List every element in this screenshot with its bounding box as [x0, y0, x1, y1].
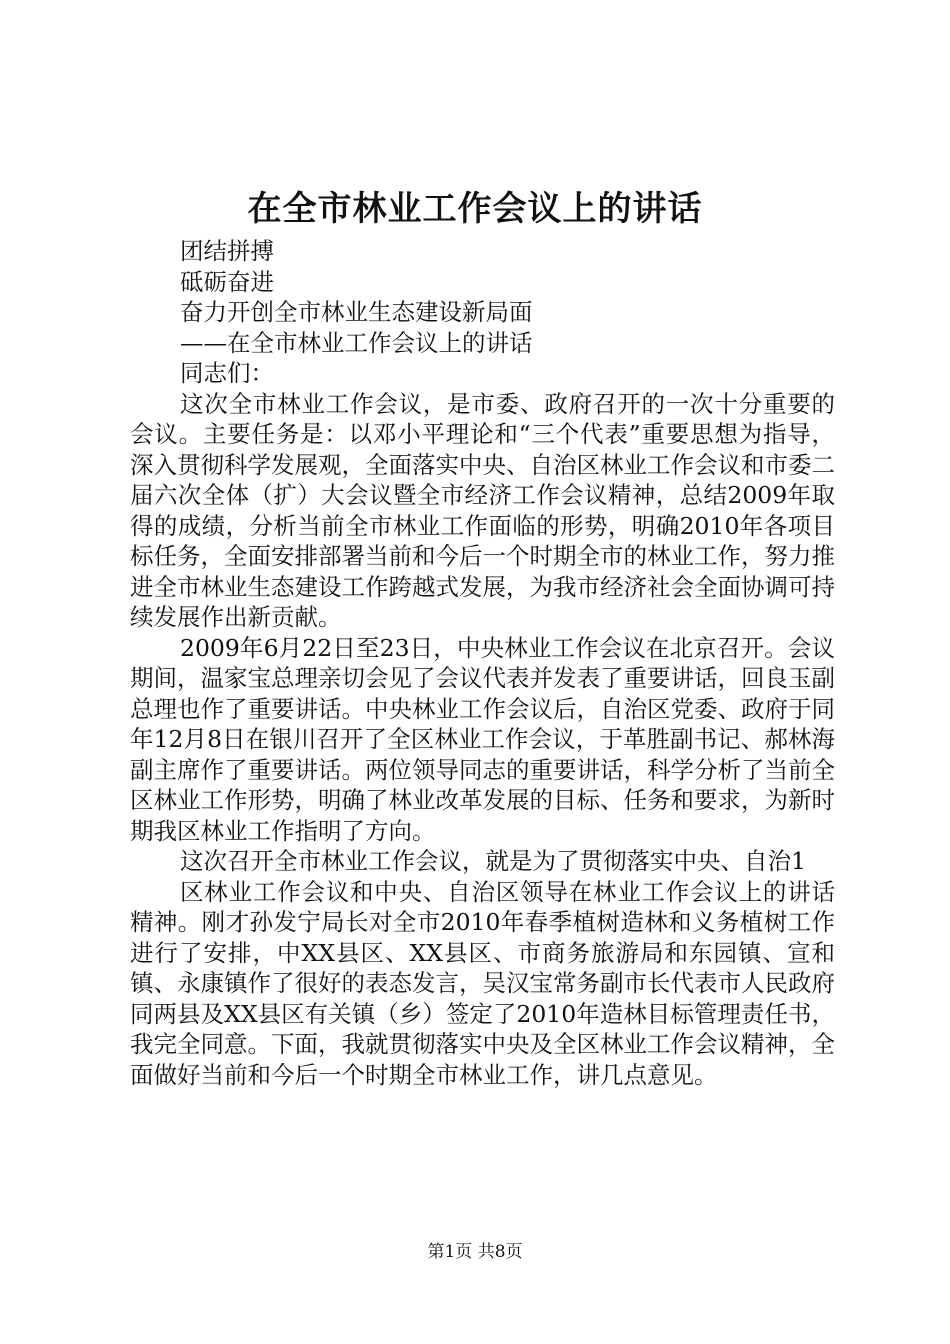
heading-line-3: 奋力开创全市林业生态建设新局面: [180, 298, 533, 326]
heading-line-subtitle: ——在全市林业工作会议上的讲话: [180, 328, 533, 357]
paragraph-2: 2009年6月22日至23日，中央林业工作会议在北京召开。会议期间，温家宝总理亲切会见了会议代表并发表了重要讲话，回良玉副总理也作了重要讲话。中央林业工作会议后，自治区党委、政府于同年12月8日在银川召开了全区林业工作会议，于革胜副书记、郝林海副主席作了重要讲话。两位领导同志的重要讲话，科学分析了当前全区林业工作形势，明确了林业改革发展的目标、任务和要求，为新时期我区林业工作指明了方向。: [130, 633, 835, 845]
heading-line-2: 砥砺奋进: [180, 267, 274, 296]
heading-line-1: 团结拼搏: [180, 237, 274, 265]
page-number-footer: 第1页 共8页: [427, 1242, 523, 1262]
document-title: 在全市林业工作会议上的讲话: [247, 189, 703, 229]
salutation: 同志们：: [180, 359, 274, 387]
paragraph-4: 区林业工作会议和中央、自治区领导在林业工作会议上的讲话精神。刚才孙发宁局长对全市2010年春季植树造林和义务植树工作进行了安排，中XX县区、XX县区、市商务旅游局和东园镇、宣和镇、永康镇作了很好的表态发言，吴汉宝常务副市长代表市人民政府同两县及XX县区有关镇（乡）签定了2010年造林目标管理责任书，我完全同意。下面，我就贯彻落实中央及全区林业工作会议精神，全面做好当前和今后一个时期全市林业工作，讲几点意见。: [130, 877, 835, 1089]
paragraph-1: 这次全市林业工作会议，是市委、政府召开的一次十分重要的会议。主要任务是：以邓小平理论和“三个代表”重要思想为指导，深入贯彻科学发展观，全面落实中央、自治区林业工作会议和市委二届六次全体（扩）大会议暨全市经济工作会议精神，总结2009年取得的成绩，分析当前全市林业工作面临的形势，明确2010年各项目标任务，全面安排部署当前和今后一个时期全市的林业工作，努力推进全市林业生态建设工作跨越式发展，为我市经济社会全面协调可持续发展作出新贡献。: [130, 389, 835, 631]
document-body: [130, 236, 835, 1090]
paragraph-3: 这次召开全市林业工作会议，就是为了贯彻落实中央、自治1: [180, 847, 806, 875]
